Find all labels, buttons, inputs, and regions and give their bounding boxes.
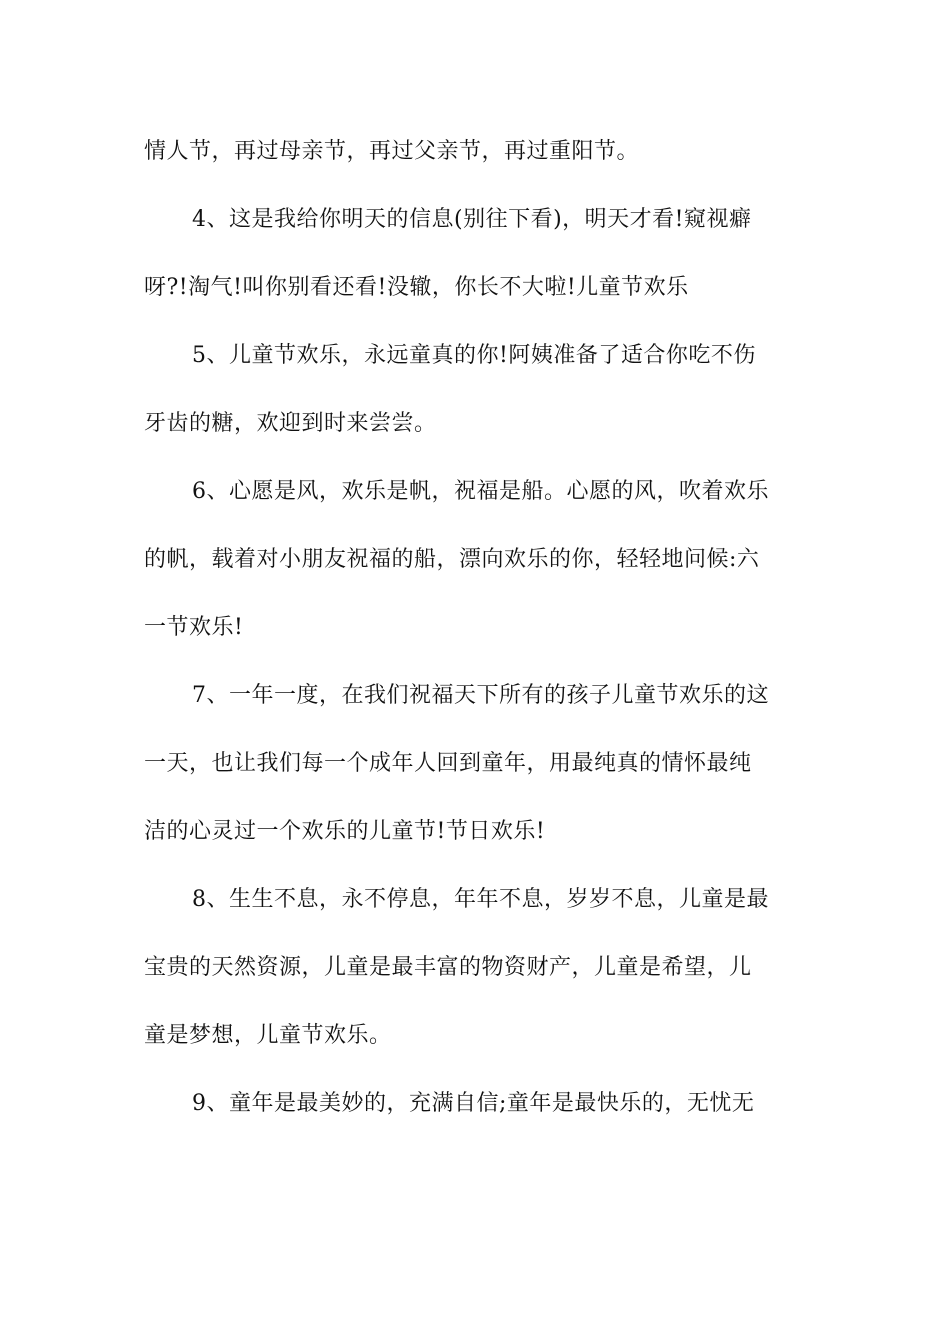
text-line: 宝贵的天然资源，儿童是最丰富的物资财产，儿童是希望，儿 [144,955,752,980]
text-line: 4、这是我给你明天的信息(别往下看)，明天才看!窥视癖 [192,207,752,232]
text-line: 情人节，再过母亲节，再过父亲节，再过重阳节。 [144,139,640,164]
text-line: 5、儿童节欢乐，永远童真的你!阿姨准备了适合你吃不伤 [192,343,756,368]
text-line: 牙齿的糖，欢迎到时来尝尝。 [144,411,437,436]
text-line: 的帆，载着对小朋友祝福的船，漂向欢乐的你，轻轻地问候:六 [144,547,760,572]
text-line: 洁的心灵过一个欢乐的儿童节!节日欢乐! [144,819,546,844]
text-line: 7、一年一度，在我们祝福天下所有的孩子儿童节欢乐的这 [192,683,769,708]
text-line: 童是梦想，儿童节欢乐。 [144,1023,392,1048]
document-body [144,130,809,1150]
text-line: 一节欢乐! [144,615,244,640]
text-line: 8、生生不息，永不停息，年年不息，岁岁不息，儿童是最 [192,887,769,912]
text-line: 9、童年是最美妙的，充满自信;童年是最快乐的，无忧无 [192,1091,755,1116]
text-line: 6、心愿是风，欢乐是帆，祝福是船。心愿的风，吹着欢乐 [192,479,769,504]
text-line: 呀?!淘气!叫你别看还看!没辙，你长不大啦!儿童节欢乐 [144,275,689,300]
text-line: 一天，也让我们每一个成年人回到童年，用最纯真的情怀最纯 [144,751,752,776]
